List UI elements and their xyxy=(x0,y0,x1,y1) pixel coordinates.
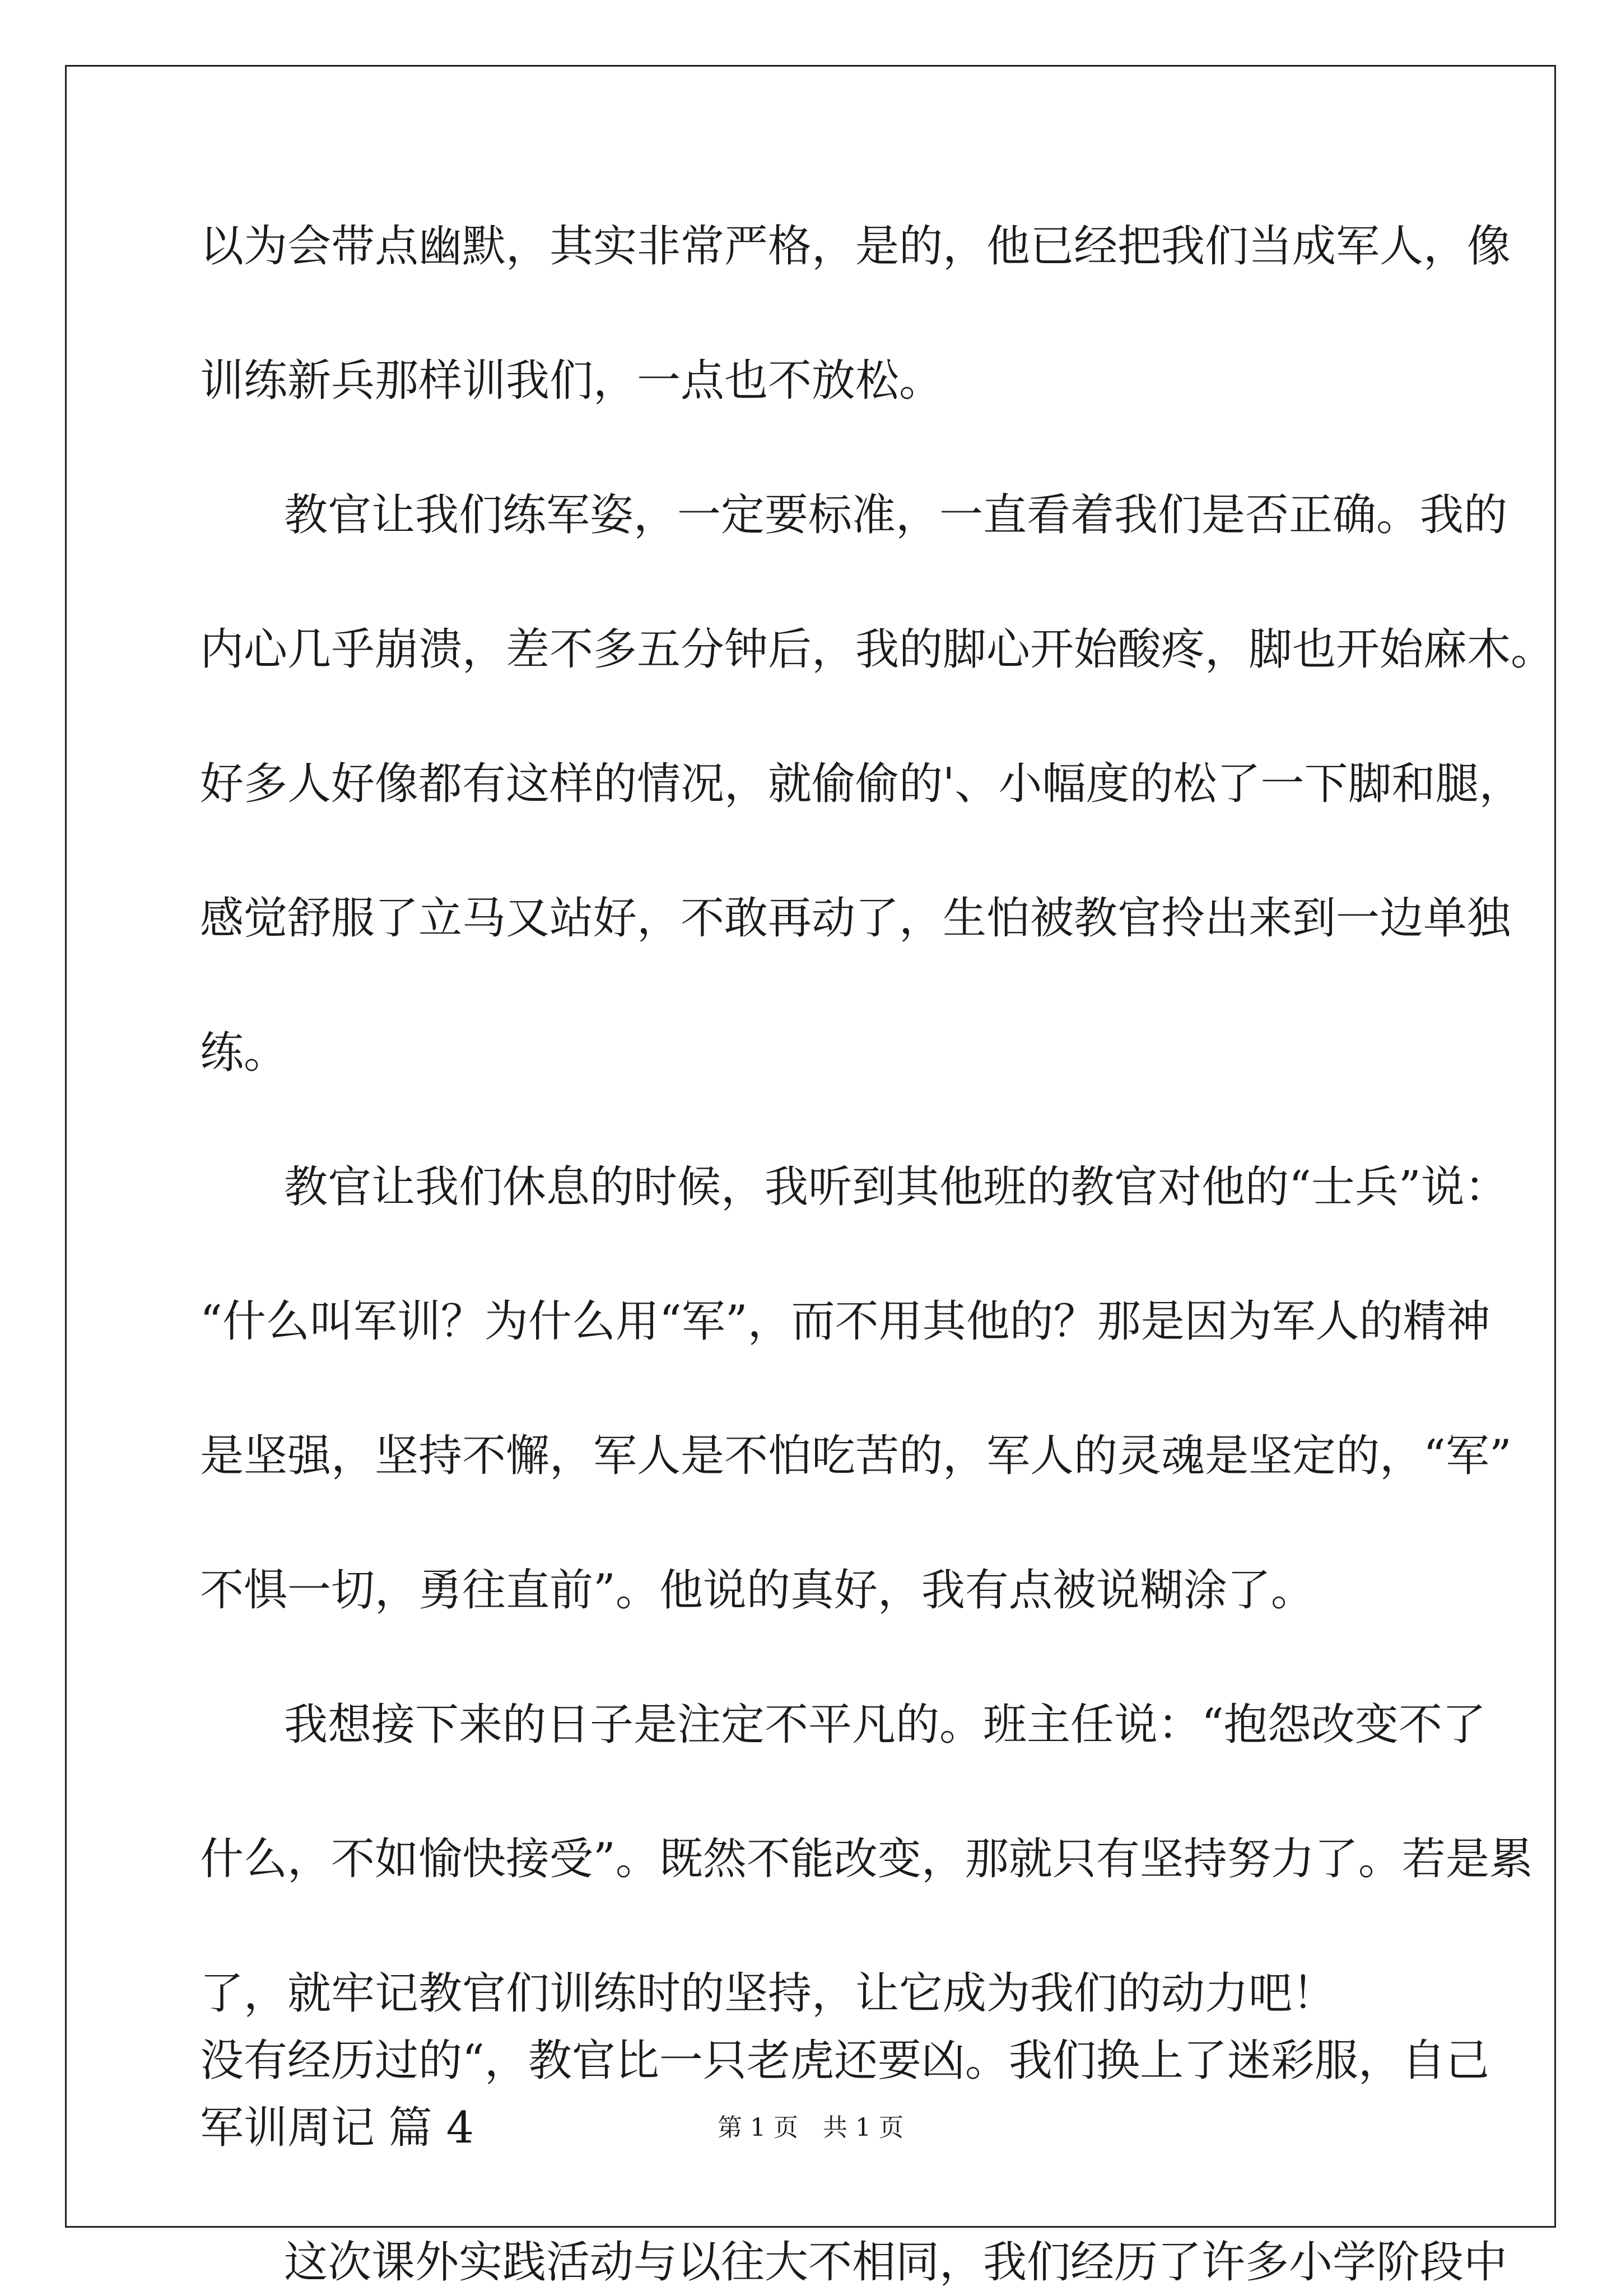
text-line: 教官让我们休息的时候，我听到其他班的教官对他的“士兵”说： xyxy=(284,1162,1508,1212)
text-line: 了，就牢记教官们训练时的坚持，让它成为我们的动力吧！ xyxy=(200,1968,1336,2019)
text-line: 没有经历过的“，教官比一只老虎还要凶。我们换上了迷彩服，自己 xyxy=(200,2036,1489,2086)
text-line: 什么，不如愉快接受”。既然不能改变，那就只有坚持努力了。若是累 xyxy=(200,1834,1533,1884)
text-line: 练。 xyxy=(200,1028,288,1078)
page-footer xyxy=(0,2111,1621,2145)
text-line: 教官让我们练军姿，一定要标准，一直看着我们是否正确。我的 xyxy=(284,490,1508,540)
page-number: 第 1 页 xyxy=(718,2113,798,2142)
text-line: 好多人好像都有这样的情况，就偷偷的'、小幅度的松了一下脚和腿， xyxy=(200,759,1523,809)
section-heading: 军训周记 篇 4 xyxy=(200,2103,474,2153)
text-line: 不惧一切，勇往直前”。他说的真好，我有点被说糊涂了。 xyxy=(200,1565,1315,1616)
text-line: 训练新兵那样训我们，一点也不放松。 xyxy=(200,356,943,406)
text-line: 内心几乎崩溃，差不多五分钟后，我的脚心开始酸疼，脚也开始麻木。 xyxy=(200,624,1555,675)
text-line: “什么叫军训？为什么用“军”，而不用其他的？那是因为军人的精神 xyxy=(200,1296,1490,1347)
text-line: 是坚强，坚持不懈，军人是不怕吃苦的，军人的灵魂是坚定的，“军” xyxy=(200,1431,1512,1481)
page-total: 共 1 页 xyxy=(823,2113,903,2142)
text-line: 感觉舒服了立马又站好，不敢再动了，生怕被教官拎出来到一边单独 xyxy=(200,893,1511,944)
text-line: 这次课外实践活动与以往大不相同，我们经历了许多小学阶段中 xyxy=(284,2237,1508,2288)
text-line: 以为会带点幽默，其实非常严格，是的，他已经把我们当成军人，像 xyxy=(200,221,1511,272)
text-line: 我想接下来的日子是注定不平凡的。班主任说：“抱怨改变不了 xyxy=(284,1700,1486,1750)
